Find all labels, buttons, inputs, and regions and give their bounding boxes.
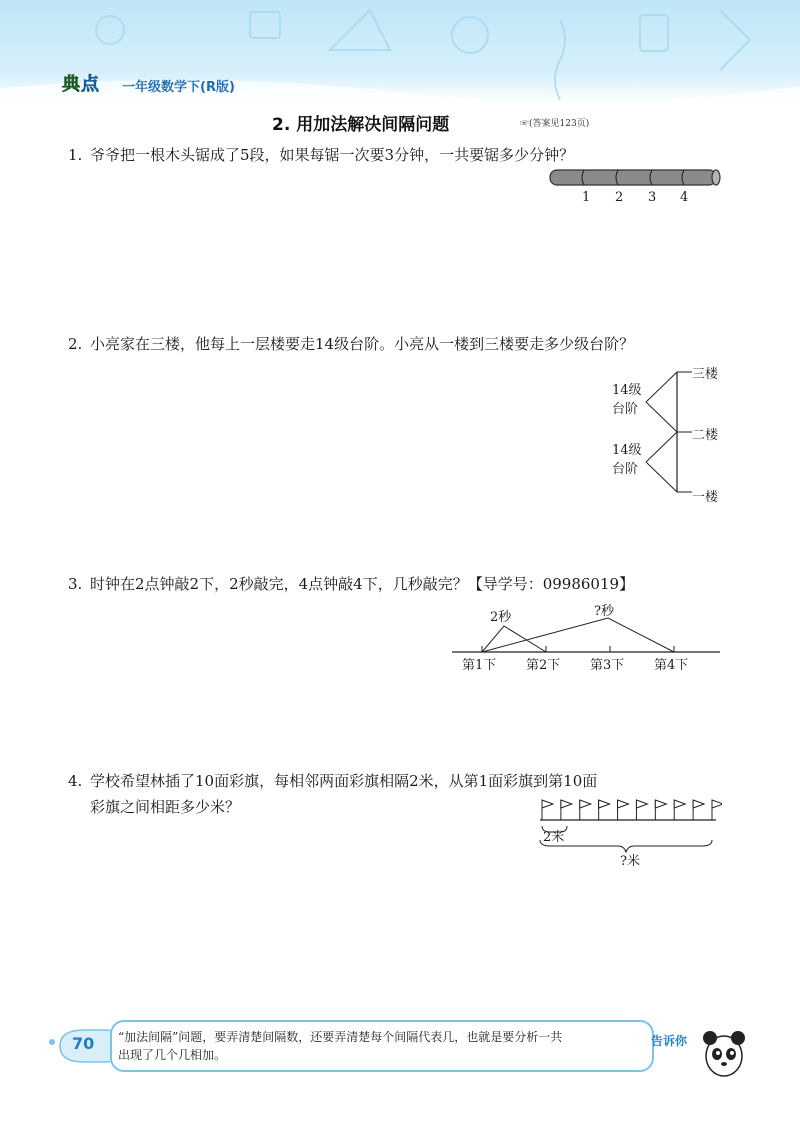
- question-4: [68, 768, 597, 820]
- header-decoration-icon: [0, 0, 800, 104]
- question-text: 小亮家在三楼，他每上一层楼要走14级台阶。小亮从一楼到三楼要走多少级台阶？: [90, 335, 635, 353]
- section-title: 2. 用加法解决间隔问题: [272, 115, 450, 135]
- strike-label-4: 第4下: [654, 658, 689, 673]
- floor-label-3: 三楼: [692, 367, 719, 382]
- panda-mascot-icon: [694, 1018, 752, 1080]
- badge-dot: [49, 1039, 55, 1045]
- tip-line-2: 出现了几个几相加。: [118, 1048, 227, 1062]
- steps-label-bottom: 14级: [612, 443, 642, 458]
- brace-lower: [646, 432, 677, 492]
- brace-upper: [646, 372, 677, 432]
- flag-9: [693, 800, 704, 808]
- floor-label-2: 二楼: [692, 428, 719, 443]
- steps-label-top-2: 台阶: [612, 402, 639, 417]
- flag-8: [674, 800, 685, 808]
- total-label: ?米: [620, 854, 640, 869]
- page-header: [0, 0, 800, 104]
- brand-char-2: 点: [81, 74, 100, 95]
- question-number: 3.: [68, 575, 83, 593]
- grade-label: 一年级数学下(R版): [122, 80, 235, 95]
- known-interval-brace: [482, 626, 546, 652]
- cut-label-2: 2: [615, 190, 624, 205]
- known-interval-label: 2秒: [490, 610, 512, 625]
- steps-label-top: 14级: [612, 383, 642, 398]
- flag-10: [712, 800, 722, 808]
- flags-group: [542, 800, 722, 820]
- tip-text: [118, 1028, 648, 1064]
- gap-label: 2米: [543, 830, 565, 845]
- question-number: 1.: [68, 146, 83, 164]
- flag-3: [580, 800, 591, 808]
- cut-label-1: 1: [582, 190, 591, 205]
- tell-you-label: 告诉你: [651, 1034, 688, 1048]
- question-number: 2.: [68, 335, 83, 353]
- cut-label-3: 3: [648, 190, 657, 205]
- brand-logo: [62, 70, 100, 96]
- question-2: [68, 331, 634, 357]
- flag-7: [655, 800, 666, 808]
- log-body: [550, 170, 716, 185]
- steps-label-bottom-2: 台阶: [612, 462, 639, 477]
- question-1: [68, 142, 574, 168]
- tip-line-1: “加法间隔”问题，要弄清楚间隔数，还要弄清楚每个间隔代表几，也就是要分析一共: [118, 1030, 563, 1044]
- flag-2: [561, 800, 572, 808]
- flag-1: [542, 800, 553, 808]
- question-3: [68, 571, 634, 597]
- question-text-line-1: 学校希望林插了10面彩旗，每相邻两面彩旗相隔2米，从第1面彩旗到第10面: [90, 772, 598, 790]
- strike-label-1: 第1下: [462, 658, 497, 673]
- cut-label-4: 4: [680, 190, 689, 205]
- log-diagram: [546, 166, 726, 188]
- strike-label-3: 第3下: [590, 658, 625, 673]
- stairs-diagram: [640, 366, 700, 500]
- floor-label-1: 一楼: [692, 490, 719, 505]
- question-number: 4.: [68, 772, 83, 790]
- answer-reference: ☞(答案见123页): [520, 119, 590, 129]
- log-end: [712, 170, 720, 185]
- flag-5: [618, 800, 629, 808]
- strike-label-2: 第2下: [526, 658, 561, 673]
- flag-4: [599, 800, 610, 808]
- flag-6: [636, 800, 647, 808]
- page-number: 70: [72, 1034, 95, 1053]
- brand-char-1: 典: [62, 74, 81, 95]
- unknown-interval-label: ?秒: [594, 604, 614, 619]
- question-text: 时钟在2点钟敲2下，2秒敲完，4点钟敲4下，几秒敲完？【导学号：09986019】: [90, 575, 635, 593]
- question-text-line-2: 彩旗之间相距多少米？: [90, 798, 241, 816]
- question-text: 爷爷把一根木头锯成了5段，如果每锯一次要3分钟，一共要锯多少分钟？: [90, 146, 575, 164]
